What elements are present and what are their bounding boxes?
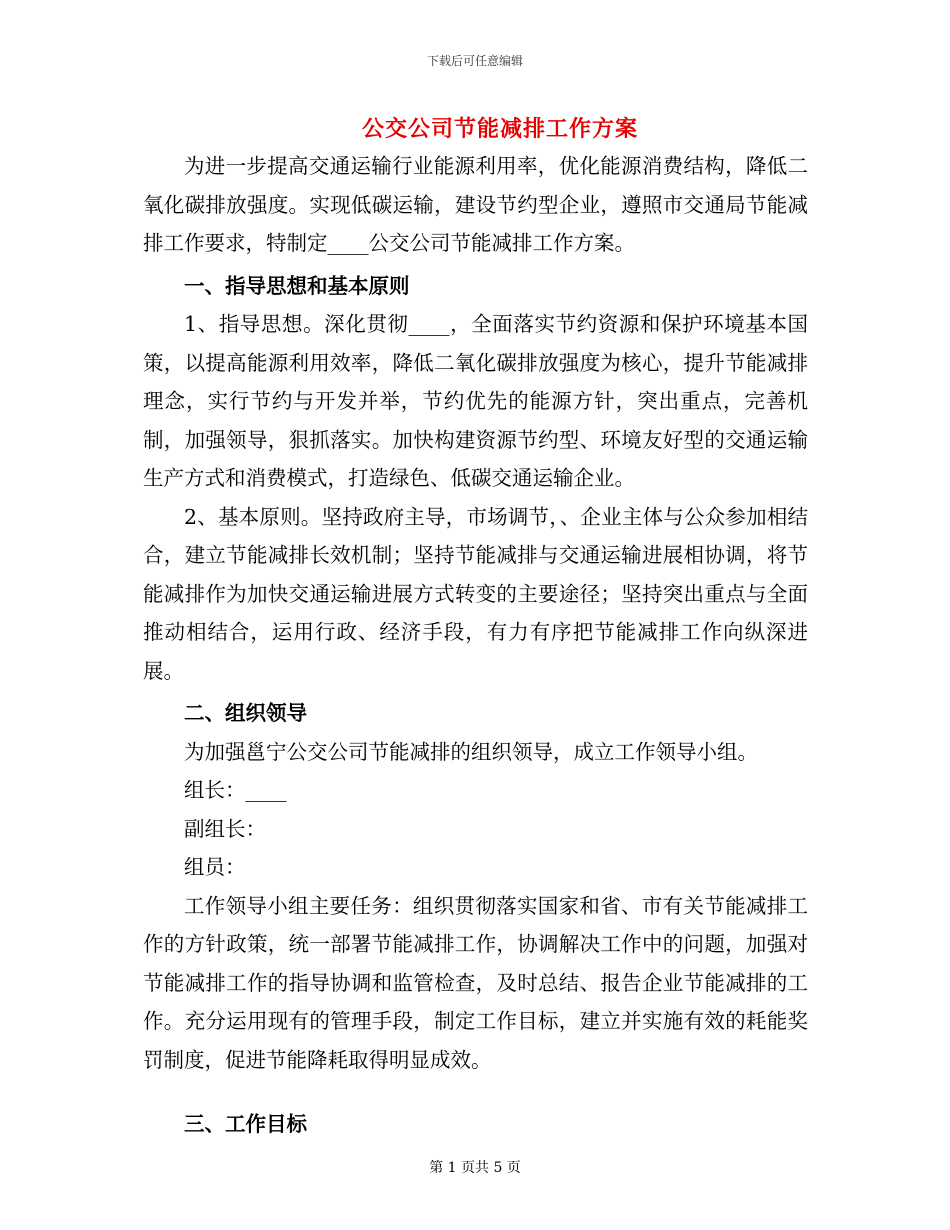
deputy-line: 副组长：: [184, 816, 266, 841]
document-title: 公交公司节能减排工作方案: [361, 116, 638, 142]
section-1-paragraph-1: 1、指导思想。深化贯彻____，全面落实节约资源和保护环境基本国策，以提高能源利用效率，降低二氧化碳排放强度为核心，提升节能减排理念，实行节约与开发并举，节约优先的能源方针，突出重点，完善机制，加强领导，狠抓落实。加快构建资源节约型、环境友好型的交通运输生产方式和消费模式，打造绿色、低碳交通运输企业。: [143, 312, 808, 490]
section-2-paragraph-2: 工作领导小组主要任务：组织贯彻落实国家和省、市有关节能减排工作的方针政策，统一部署节能减排工作，协调解决工作中的问题，加强对节能减排工作的指导协调和监管检查，及时总结、报告企业节能减排的工作。充分运用现有的管理手段，制定工作目标，建立并实施有效的耗能奖罚制度，促进节能降耗取得明显成效。: [143, 893, 808, 1072]
header-note: 下载后可任意编辑: [426, 54, 523, 68]
page-footer: 第 1 页共 5 页: [429, 1160, 521, 1176]
section-1-heading: 一、指导思想和基本原则: [184, 273, 410, 298]
intro-paragraph: 为进一步提高交通运输行业能源利用率，优化能源消费结构，降低二氧化碳排放强度。实现低碳运输，建设节约型企业，遵照市交通局节能减排工作要求，特制定____公交公司节能减排工作方案。: [143, 154, 808, 255]
section-2-paragraph-1: 为加强邕宁公交公司节能减排的组织领导，成立工作领导小组。: [184, 739, 758, 764]
section-3-heading: 三、工作目标: [184, 1112, 307, 1136]
section-2-heading: 二、组织领导: [184, 701, 307, 725]
members-line: 组员：: [184, 855, 246, 879]
document-body: [143, 147, 808, 1144]
leader-line: 组长：____: [184, 778, 287, 802]
section-1-paragraph-2: 2、基本原则。坚持政府主导，市场调节，、企业主体与公众参加相结合，建立节能减排长效机制；坚持节能减排与交通运输进展相协调，将节能减排作为加快交通运输进展方式转变的主要途径；坚持突出重点与全面推动相结合，运用行政、经济手段，有力有序把节能减排工作向纵深进展。: [143, 504, 808, 683]
